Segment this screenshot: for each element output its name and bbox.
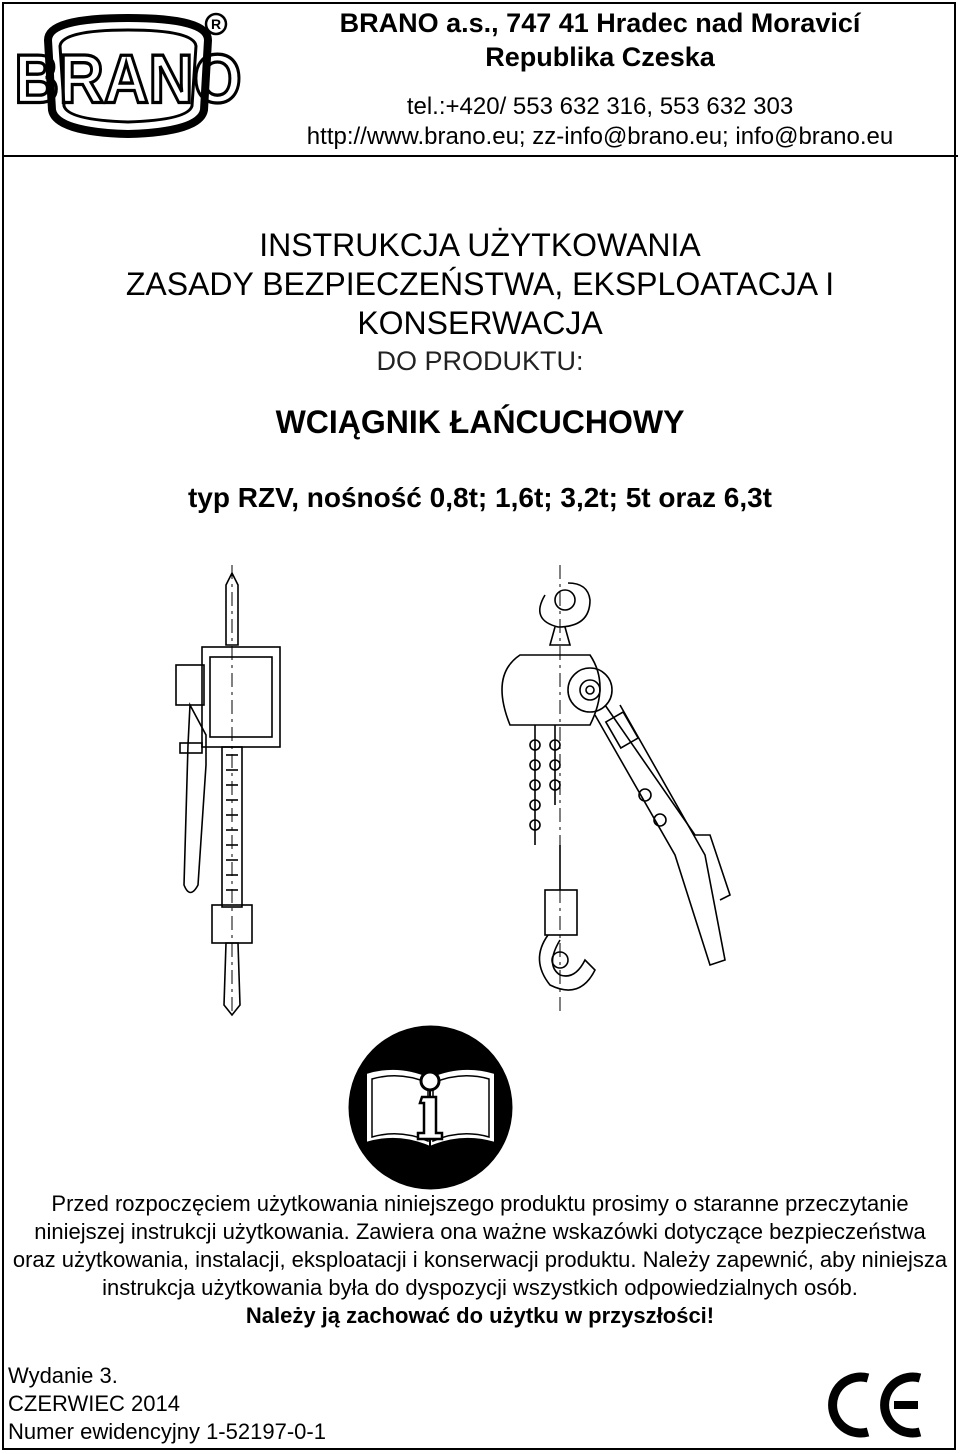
edition-number: Wydanie 3. bbox=[8, 1363, 118, 1388]
hoist-side-view bbox=[176, 565, 280, 1015]
edition-block bbox=[8, 1362, 326, 1446]
company-name: BRANO a.s., 747 41 Hradec nad Moravicí bbox=[339, 8, 861, 38]
company-block bbox=[250, 6, 950, 152]
brano-logo bbox=[14, 10, 242, 140]
company-country: Republika Czeska bbox=[485, 42, 715, 72]
safety-notice bbox=[10, 1190, 950, 1330]
notice-text: Przed rozpoczęciem użytkowania niniejszego produktu prosimy o staranne przeczytanie niniejszej instrukcji użytkowania. Zawiera ona ważne wskazówki dotyczące bezpieczeństwa oraz użytkowania, instalacji, eksploatacji i konserwacji produktu. Należy zapewnić, aby niniejsza instrukcja użytkowania była do dyspozycji wszystkich odpowiedzialnych osób. bbox=[12, 1191, 948, 1300]
svg-text:R: R bbox=[210, 16, 222, 32]
company-phone: tel.:+420/ 553 632 316, 553 632 303 bbox=[406, 93, 794, 120]
instruction-title: INSTRUKCJA UŻYTKOWANIA bbox=[259, 227, 701, 263]
ce-mark bbox=[820, 1370, 930, 1440]
safety-title-line1: ZASADY BEZPIECZEŃSTWA, EKSPLOATACJA I bbox=[125, 266, 835, 302]
for-product-label: DO PRODUKTU: bbox=[376, 346, 584, 376]
safety-title-line2: KONSERWACJA bbox=[357, 305, 603, 341]
header-separator bbox=[2, 155, 958, 157]
hoist-front-view bbox=[502, 565, 730, 1015]
product-name: WCIĄGNIK ŁAŃCUCHOWY bbox=[275, 404, 685, 440]
title-block bbox=[0, 226, 960, 515]
type-capacity: typ RZV, nośność 0,8t; 1,6t; 3,2t; 5t oraz 6,3t bbox=[187, 482, 772, 513]
record-number: Numer ewidencyjny 1-52197-0-1 bbox=[8, 1419, 326, 1444]
edition-date: CZERWIEC 2014 bbox=[8, 1391, 180, 1416]
read-manual-icon bbox=[348, 1025, 513, 1190]
hoist-drawing bbox=[150, 565, 710, 1015]
notice-emphasis: Należy ją zachować do użytku w przyszłości! bbox=[245, 1303, 715, 1328]
company-web-email: http://www.brano.eu; zz-info@brano.eu; info@brano.eu bbox=[306, 123, 894, 150]
logo-text: BRANO bbox=[14, 40, 242, 118]
